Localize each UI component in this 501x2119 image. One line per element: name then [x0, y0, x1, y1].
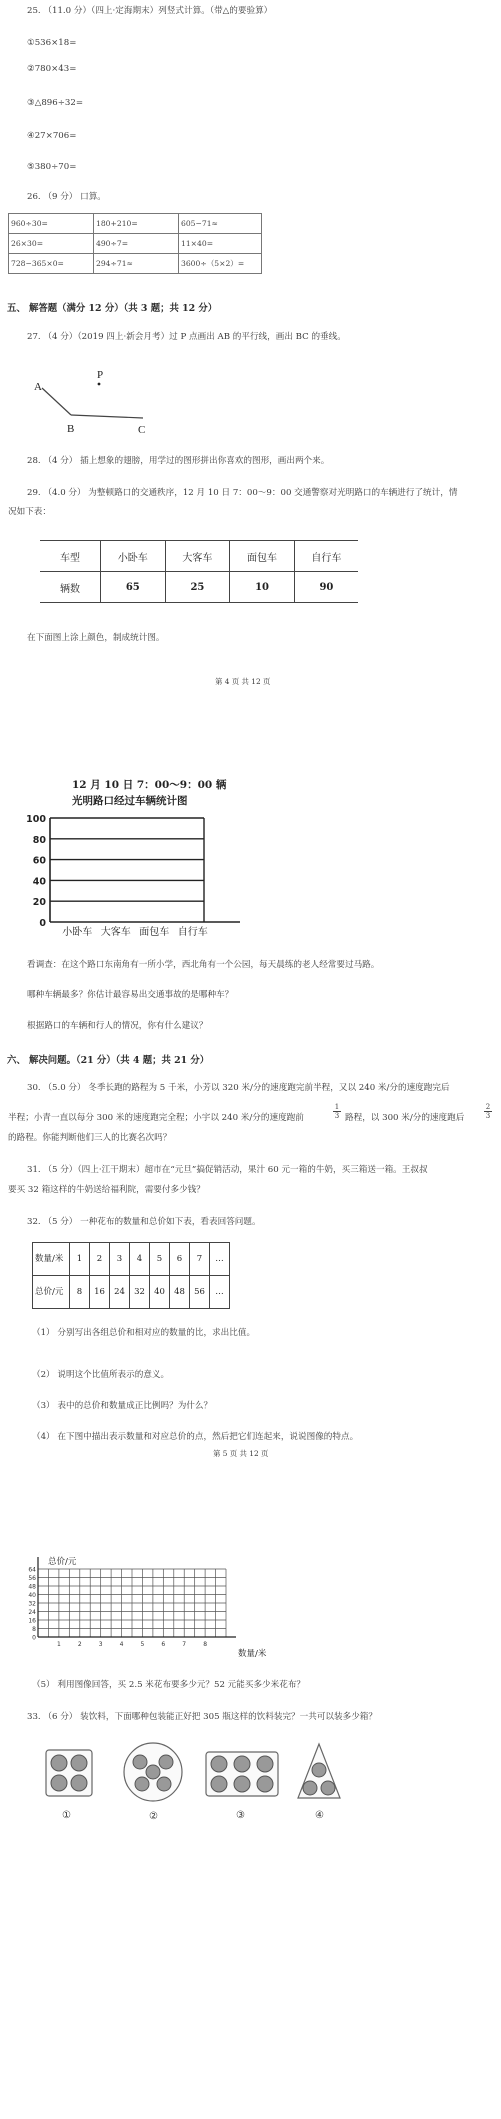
table-row	[9, 254, 262, 274]
table-cell: 1	[70, 1243, 90, 1276]
table-cell: 26×30=	[9, 234, 94, 254]
table-cell: 24	[110, 1276, 130, 1309]
y-tick-label: 60	[32, 855, 46, 867]
q25-item-4: ④27×706=	[27, 131, 77, 141]
package-label-3: ③	[236, 1810, 245, 1821]
x-tick-label: 1	[56, 1641, 61, 1648]
table-cell: 90	[294, 572, 358, 603]
table-cell: 5	[150, 1243, 170, 1276]
table-cell: 7	[190, 1243, 210, 1276]
table-cell: 2	[90, 1243, 110, 1276]
q25-item-2: ②780×43=	[27, 64, 77, 74]
x-tick-label: 6	[161, 1641, 166, 1648]
q30-line-2b: 路程，以 300 米/分的速度跑后	[345, 1113, 465, 1123]
q32-sub-2: （2） 说明这个比值所表示的意义。	[32, 1370, 170, 1380]
line-ab	[42, 388, 71, 415]
package-rect-6	[206, 1752, 278, 1796]
q25-item-5: ⑤380÷70=	[27, 162, 77, 172]
q29-instruction: 在下面图上涂上颜色，制成统计图。	[27, 633, 165, 643]
graph-grid	[38, 1557, 236, 1637]
x-tick-label: 8	[203, 1641, 208, 1648]
q25-item-3: ③△896÷32=	[27, 98, 84, 108]
y-tick-label: 56	[28, 1575, 36, 1582]
table-header-row	[40, 541, 358, 572]
q26-heading: 26. （9 分） 口算。	[27, 192, 106, 202]
graph-x-label: 数量/米	[238, 1649, 267, 1659]
x-tick-label: 4	[119, 1641, 124, 1648]
chart-title-line-2: 光明路口经过车辆统计图	[72, 795, 188, 807]
table-cell: 4	[130, 1243, 150, 1276]
q30-line-3: 的路程。你能判断他们三人的比赛名次吗？	[8, 1133, 172, 1143]
table-header: 大客车	[165, 541, 230, 572]
cloth-price-table	[32, 1242, 230, 1309]
table-cell: 180+210=	[94, 214, 179, 234]
package-square-4	[46, 1750, 92, 1796]
q30-line-1: 30. （5.0 分） 冬季长跑的路程为 5 千米，小芳以 320 米/分的速度跑完前半程，又以 240 米/分的速度跑完后	[27, 1083, 450, 1093]
table-cell: 48	[170, 1276, 190, 1309]
q29-question-c: 根据路口的车辆和行人的情况，你有什么建议？	[27, 1021, 208, 1031]
table-cell: 11×40=	[179, 234, 262, 254]
table-cell: 6	[170, 1243, 190, 1276]
y-tick-label: 32	[28, 1600, 36, 1608]
y-tick-label: 64	[28, 1566, 36, 1574]
x-tick-label: 3	[98, 1641, 103, 1648]
table-cell: 8	[70, 1276, 90, 1309]
graph-tick-labels	[28, 1567, 207, 1649]
fraction-one-third	[333, 1103, 341, 1120]
x-tick-label: 面包车	[139, 927, 170, 938]
q32-sub-5: （5） 利用图像回答，买 2.5 米花布要多少元？52 元能买多少米花布？	[32, 1680, 306, 1690]
fraction-denominator: 3	[485, 1112, 491, 1120]
label-p: P	[97, 369, 104, 381]
q33-heading: 33. （6 分） 装饮料，下面哪种包装能正好把 305 瓶这样的饮料装完？一共可以装多少箱？	[27, 1712, 377, 1722]
table-cell: 25	[165, 572, 230, 603]
q27-text: 27. （4 分）（2019 四上·新会月考）过 P 点画出 AB 的平行线，画出 BC 的垂线。	[27, 332, 346, 342]
q29-line-2: 况如下表：	[8, 507, 51, 517]
table-row	[9, 234, 262, 254]
q29-line-1: 29. （4.0 分） 为整顿路口的交通秩序，12 月 10 日 7：00～9：00 交通警察对光明路口的车辆进行了统计，情	[27, 488, 458, 498]
fraction-denominator: 3	[334, 1112, 340, 1120]
page-footer: 第 5 页 共 12 页	[213, 1449, 269, 1458]
y-tick-label: 0	[32, 1634, 36, 1642]
q31-line-2: 要买 32 箱这样的牛奶送给福利院，需要付多少钱？	[8, 1185, 205, 1195]
q31-line-1: 31. （5 分）（四上·江干期末）超市在“元旦”搞促销活动，果汁 60 元一箱的牛奶，买三箱送一箱。王叔叔	[27, 1165, 428, 1175]
package-label-4: ④	[315, 1810, 324, 1821]
table-cell: 3600÷（5×2）=	[179, 254, 262, 274]
table-row	[40, 572, 358, 603]
q30-line-2: 半程；小青一直以每分 300 米的速度跑完全程；小宇以 240 米/分的速度跑前	[8, 1113, 304, 1123]
x-tick-label: 自行车	[177, 927, 208, 938]
y-tick-label: 16	[28, 1617, 36, 1625]
x-tick-label: 小卧车	[62, 927, 93, 938]
table-cell: 294÷71≈	[94, 254, 179, 274]
table-cell: 3	[110, 1243, 130, 1276]
table-cell: 32	[130, 1276, 150, 1309]
q33-packaging-figures	[40, 1740, 380, 1830]
y-tick-label: 0	[39, 918, 46, 929]
x-tick-label: 大客车	[100, 927, 131, 938]
package-label-1: ①	[62, 1810, 71, 1821]
table-cell: 16	[90, 1276, 110, 1309]
q32-sub-1: （1） 分别写出各组总价和相对应的数量的比，求出比值。	[32, 1328, 256, 1338]
label-b: B	[67, 423, 75, 435]
oral-calc-table	[8, 213, 262, 274]
y-tick-label: 40	[28, 1592, 36, 1599]
q28-text: 28. （4 分） 插上想象的翅膀，用学过的图形拼出你喜欢的图形，画出两个来。	[27, 456, 330, 466]
chart-title-line-1: 12 月 10 日 7：00～9：00 辆	[72, 779, 227, 791]
q27-figure	[30, 366, 180, 438]
table-cell: …	[210, 1243, 230, 1276]
page-footer: 第 4 页 共 12 页	[215, 677, 271, 686]
table-cell: 728−365×0=	[9, 254, 94, 274]
row-label-quantity: 数量/米	[33, 1243, 70, 1276]
fraction-numerator: 2	[485, 1103, 491, 1111]
y-tick-label: 20	[32, 897, 46, 909]
table-header: 车型	[40, 541, 101, 572]
table-cell: 960÷30=	[9, 214, 94, 234]
q29-question-b: 哪种车辆最多？你估计最容易出交通事故的是哪种车？	[27, 990, 234, 1000]
table-cell: 56	[190, 1276, 210, 1309]
q32-sub-3: （3） 表中的总价和数量成正比例吗？为什么？	[32, 1401, 213, 1411]
package-label-2: ②	[149, 1811, 158, 1822]
table-row-label: 辆数	[60, 583, 80, 595]
table-header: 面包车	[230, 541, 295, 572]
fraction-numerator: 1	[334, 1103, 340, 1111]
q32-heading: 32. （5 分） 一种花布的数量和总价如下表，看表回答问题。	[27, 1217, 261, 1227]
q29-question-a: 看调查：在这个路口东南角有一所小学，西北角有一个公园，每天晨练的老人经常要过马路。	[27, 960, 380, 970]
table-cell: 40	[150, 1276, 170, 1309]
x-tick-label: 7	[182, 1641, 187, 1648]
y-tick-label: 100	[26, 814, 46, 825]
table-header: 小卧车	[101, 541, 166, 572]
vehicle-bar-chart-blank	[24, 812, 254, 942]
table-cell: 490÷7=	[94, 234, 179, 254]
table-header: 自行车	[294, 541, 358, 572]
package-triangle-3	[298, 1744, 340, 1798]
table-cell: 605−71≈	[179, 214, 262, 234]
q25-item-1: ①536×18=	[27, 38, 77, 48]
table-cell: …	[210, 1276, 230, 1309]
section-5-title: 五、 解答题（满分 12 分）（共 3 题；共 12 分）	[7, 303, 218, 314]
point-p	[98, 383, 101, 386]
table-row	[9, 214, 262, 234]
q32-sub-4: （4） 在下图中描出表示数量和对应总价的点，然后把它们连起来，说说图像的特点。	[32, 1432, 359, 1442]
price-quantity-graph	[26, 1555, 296, 1665]
y-tick-label: 24	[28, 1609, 36, 1616]
fraction-two-thirds	[484, 1103, 492, 1120]
y-tick-label: 8	[32, 1626, 36, 1633]
y-tick-label: 80	[32, 834, 46, 846]
grid-lines	[50, 818, 204, 922]
q25-heading: 25. （11.0 分）（四上·定海期末）列竖式计算。（带△的要验算）	[27, 6, 273, 16]
label-a: A	[34, 381, 42, 393]
graph-y-label: 总价/元	[48, 1557, 77, 1567]
y-tick-label: 40	[32, 876, 46, 888]
table-row	[33, 1243, 230, 1276]
x-tick-label: 2	[77, 1641, 82, 1648]
line-bc	[71, 415, 143, 418]
section-6-title: 六、 解决问题。（21 分）（共 4 题；共 21 分）	[7, 1055, 210, 1066]
y-tick-label: 48	[28, 1583, 36, 1591]
row-label-price: 总价/元	[33, 1276, 70, 1309]
vehicle-table	[40, 540, 358, 603]
table-cell: 65	[101, 572, 166, 603]
label-c: C	[138, 424, 146, 436]
package-circle-5	[124, 1743, 182, 1801]
table-row	[33, 1276, 230, 1309]
tick-labels	[26, 814, 208, 938]
table-cell: 10	[230, 572, 295, 603]
x-tick-label: 5	[140, 1641, 145, 1648]
